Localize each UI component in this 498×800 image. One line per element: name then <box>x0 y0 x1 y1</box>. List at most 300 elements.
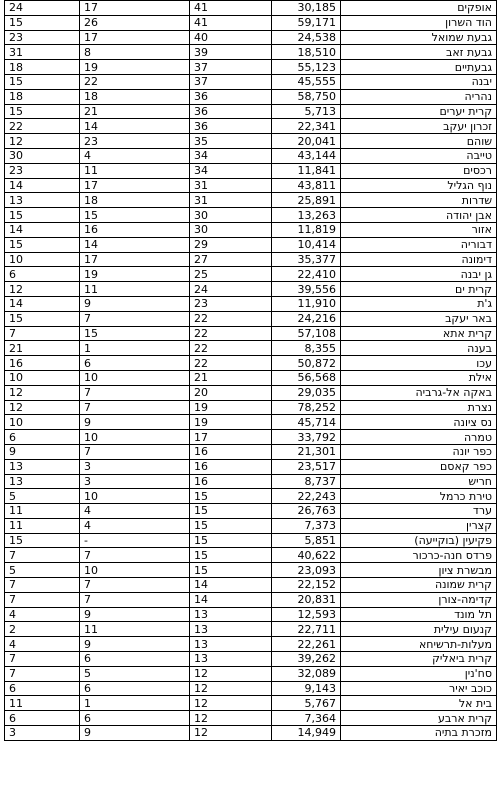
cell-locality-name: אבן יהודה <box>341 208 497 223</box>
cell-locality-name: נוף הגליל <box>341 178 497 193</box>
cell-col-2: 3 <box>80 459 190 474</box>
cell-col-1: 6 <box>5 681 80 696</box>
cell-col-4: 57,108 <box>272 326 341 341</box>
cell-locality-name: קרית ים <box>341 282 497 297</box>
cell-col-3: 16 <box>190 459 272 474</box>
cell-col-1: 12 <box>5 385 80 400</box>
cell-locality-name: יבנה <box>341 74 497 89</box>
table-row <box>5 518 497 533</box>
cell-col-3: 12 <box>190 711 272 726</box>
cell-col-1: 7 <box>5 666 80 681</box>
cell-col-4: 43,811 <box>272 178 341 193</box>
cell-col-1: 12 <box>5 400 80 415</box>
cell-col-2: 17 <box>80 252 190 267</box>
cell-col-4: 22,410 <box>272 267 341 282</box>
table-row <box>5 578 497 593</box>
cell-col-3: 15 <box>190 518 272 533</box>
cell-col-2: 10 <box>80 430 190 445</box>
cell-col-2: 8 <box>80 45 190 60</box>
cell-col-1: 3 <box>5 726 80 741</box>
cell-col-4: 24,538 <box>272 30 341 45</box>
table-row <box>5 74 497 89</box>
cell-locality-name: גבעתיים <box>341 60 497 75</box>
cell-col-2: 6 <box>80 356 190 371</box>
data-table <box>4 0 497 741</box>
cell-col-4: 58,750 <box>272 89 341 104</box>
cell-col-4: 23,517 <box>272 459 341 474</box>
cell-col-1: 31 <box>5 45 80 60</box>
cell-col-4: 22,341 <box>272 119 341 134</box>
cell-col-4: 13,263 <box>272 208 341 223</box>
cell-col-1: 16 <box>5 356 80 371</box>
cell-locality-name: באר יעקב <box>341 311 497 326</box>
cell-col-1: 6 <box>5 711 80 726</box>
cell-col-3: 34 <box>190 148 272 163</box>
cell-locality-name: קרית אתא <box>341 326 497 341</box>
cell-locality-name: קצרין <box>341 518 497 533</box>
table-row <box>5 252 497 267</box>
cell-col-4: 22,243 <box>272 489 341 504</box>
cell-col-2: 23 <box>80 134 190 149</box>
table-row <box>5 15 497 30</box>
cell-col-4: 26,763 <box>272 504 341 519</box>
cell-col-3: 17 <box>190 430 272 445</box>
cell-locality-name: גן יבנה <box>341 267 497 282</box>
table-row <box>5 163 497 178</box>
cell-col-2: 7 <box>80 548 190 563</box>
table-row <box>5 370 497 385</box>
cell-col-4: 56,568 <box>272 370 341 385</box>
cell-col-3: 14 <box>190 592 272 607</box>
cell-locality-name: הוד השרון <box>341 15 497 30</box>
cell-col-3: 39 <box>190 45 272 60</box>
cell-col-2: 7 <box>80 444 190 459</box>
cell-col-4: 18,510 <box>272 45 341 60</box>
cell-col-4: 29,035 <box>272 385 341 400</box>
cell-col-1: 22 <box>5 119 80 134</box>
cell-locality-name: פרדס חנה-כרכור <box>341 548 497 563</box>
cell-locality-name: מעלות-תרשיחא <box>341 637 497 652</box>
cell-col-1: 13 <box>5 474 80 489</box>
cell-col-4: 9,143 <box>272 681 341 696</box>
cell-col-1: 21 <box>5 341 80 356</box>
table-row <box>5 459 497 474</box>
cell-locality-name: נס ציונה <box>341 415 497 430</box>
cell-locality-name: באקה אל-גרביה <box>341 385 497 400</box>
cell-col-3: 15 <box>190 548 272 563</box>
cell-locality-name: קרית שמונה <box>341 578 497 593</box>
table-row <box>5 622 497 637</box>
cell-locality-name: קדימה-צורן <box>341 592 497 607</box>
cell-col-2: 4 <box>80 148 190 163</box>
cell-col-2: 18 <box>80 193 190 208</box>
cell-col-3: 13 <box>190 607 272 622</box>
cell-col-1: 6 <box>5 430 80 445</box>
cell-col-2: 26 <box>80 15 190 30</box>
cell-col-3: 36 <box>190 119 272 134</box>
table-row <box>5 104 497 119</box>
table-row <box>5 267 497 282</box>
cell-locality-name: חריש <box>341 474 497 489</box>
cell-col-4: 14,949 <box>272 726 341 741</box>
cell-col-3: 30 <box>190 222 272 237</box>
cell-col-2: 1 <box>80 341 190 356</box>
cell-col-1: 15 <box>5 208 80 223</box>
cell-col-3: 27 <box>190 252 272 267</box>
table-row <box>5 30 497 45</box>
cell-col-4: 8,355 <box>272 341 341 356</box>
cell-locality-name: אופקים <box>341 1 497 16</box>
cell-col-3: 35 <box>190 134 272 149</box>
cell-col-3: 13 <box>190 637 272 652</box>
cell-locality-name: טייבה <box>341 148 497 163</box>
cell-col-2: 11 <box>80 282 190 297</box>
cell-col-1: 6 <box>5 267 80 282</box>
cell-col-3: 15 <box>190 504 272 519</box>
table-row <box>5 666 497 681</box>
cell-col-2: 9 <box>80 726 190 741</box>
cell-col-3: 41 <box>190 1 272 16</box>
cell-locality-name: קרית ביאליק <box>341 652 497 667</box>
cell-locality-name: נצרת <box>341 400 497 415</box>
cell-col-1: 15 <box>5 237 80 252</box>
cell-col-3: 12 <box>190 681 272 696</box>
cell-locality-name: רכסים <box>341 163 497 178</box>
table-row <box>5 89 497 104</box>
table-row <box>5 222 497 237</box>
cell-col-4: 78,252 <box>272 400 341 415</box>
table-row <box>5 696 497 711</box>
cell-col-2: 9 <box>80 637 190 652</box>
cell-col-4: 32,089 <box>272 666 341 681</box>
cell-col-2: 14 <box>80 119 190 134</box>
cell-col-2: 6 <box>80 681 190 696</box>
cell-col-4: 30,185 <box>272 1 341 16</box>
cell-col-1: 7 <box>5 548 80 563</box>
cell-locality-name: גבעת זאב <box>341 45 497 60</box>
cell-col-2: 6 <box>80 652 190 667</box>
cell-locality-name: סח'נין <box>341 666 497 681</box>
cell-locality-name: כפר יונה <box>341 444 497 459</box>
cell-col-2: 7 <box>80 400 190 415</box>
cell-locality-name: זכרון יעקב <box>341 119 497 134</box>
cell-col-1: 18 <box>5 60 80 75</box>
table-row <box>5 504 497 519</box>
cell-col-1: 10 <box>5 252 80 267</box>
cell-col-3: 22 <box>190 356 272 371</box>
cell-col-1: 15 <box>5 15 80 30</box>
cell-col-4: 40,622 <box>272 548 341 563</box>
cell-locality-name: טירת כרמל <box>341 489 497 504</box>
cell-col-3: 16 <box>190 444 272 459</box>
cell-col-2: 9 <box>80 415 190 430</box>
cell-col-1: 11 <box>5 504 80 519</box>
cell-col-2: 1 <box>80 696 190 711</box>
cell-col-4: 43,144 <box>272 148 341 163</box>
cell-col-3: 12 <box>190 696 272 711</box>
cell-col-1: 9 <box>5 444 80 459</box>
cell-col-1: 13 <box>5 193 80 208</box>
table-row <box>5 474 497 489</box>
table-row <box>5 237 497 252</box>
cell-col-4: 10,414 <box>272 237 341 252</box>
cell-locality-name: פקיעין (בוקייעה) <box>341 533 497 548</box>
cell-col-1: 7 <box>5 592 80 607</box>
cell-col-3: 19 <box>190 400 272 415</box>
table-row <box>5 208 497 223</box>
table-row <box>5 400 497 415</box>
cell-col-1: 14 <box>5 296 80 311</box>
cell-col-2: 18 <box>80 89 190 104</box>
cell-col-1: 15 <box>5 74 80 89</box>
table-row <box>5 45 497 60</box>
cell-col-1: 18 <box>5 89 80 104</box>
cell-locality-name: דימונה <box>341 252 497 267</box>
cell-col-2: 16 <box>80 222 190 237</box>
cell-col-2: 17 <box>80 178 190 193</box>
cell-col-3: 12 <box>190 666 272 681</box>
cell-col-2: 10 <box>80 563 190 578</box>
cell-col-4: 7,364 <box>272 711 341 726</box>
cell-col-2: 19 <box>80 60 190 75</box>
cell-col-4: 45,714 <box>272 415 341 430</box>
cell-locality-name: אזור <box>341 222 497 237</box>
cell-col-2: 7 <box>80 592 190 607</box>
table-row <box>5 341 497 356</box>
cell-locality-name: כוכב יאיר <box>341 681 497 696</box>
cell-col-1: 14 <box>5 178 80 193</box>
cell-col-2: 19 <box>80 267 190 282</box>
cell-col-3: 12 <box>190 726 272 741</box>
table-body <box>5 1 497 741</box>
cell-locality-name: כפר קאסם <box>341 459 497 474</box>
cell-col-1: 23 <box>5 163 80 178</box>
table-row <box>5 326 497 341</box>
cell-col-3: 40 <box>190 30 272 45</box>
cell-col-2: 7 <box>80 578 190 593</box>
table-row <box>5 726 497 741</box>
cell-col-4: 7,373 <box>272 518 341 533</box>
cell-col-3: 22 <box>190 311 272 326</box>
cell-col-4: 23,093 <box>272 563 341 578</box>
table-row <box>5 311 497 326</box>
table-row <box>5 681 497 696</box>
cell-col-4: 21,301 <box>272 444 341 459</box>
cell-col-4: 22,711 <box>272 622 341 637</box>
cell-col-3: 22 <box>190 326 272 341</box>
cell-col-4: 39,556 <box>272 282 341 297</box>
cell-col-1: 7 <box>5 326 80 341</box>
cell-col-2: 4 <box>80 518 190 533</box>
cell-col-2: 9 <box>80 296 190 311</box>
cell-col-2: - <box>80 533 190 548</box>
cell-col-1: 7 <box>5 578 80 593</box>
table-row <box>5 489 497 504</box>
table-row <box>5 711 497 726</box>
cell-col-4: 50,872 <box>272 356 341 371</box>
table-row <box>5 193 497 208</box>
cell-col-2: 17 <box>80 1 190 16</box>
cell-col-4: 11,910 <box>272 296 341 311</box>
cell-col-1: 15 <box>5 311 80 326</box>
cell-col-1: 4 <box>5 607 80 622</box>
cell-col-3: 41 <box>190 15 272 30</box>
cell-col-1: 5 <box>5 489 80 504</box>
cell-col-1: 10 <box>5 370 80 385</box>
cell-col-3: 34 <box>190 163 272 178</box>
table-row <box>5 607 497 622</box>
cell-col-3: 15 <box>190 533 272 548</box>
cell-col-3: 13 <box>190 652 272 667</box>
table-row <box>5 282 497 297</box>
cell-col-2: 14 <box>80 237 190 252</box>
cell-col-4: 5,851 <box>272 533 341 548</box>
cell-col-3: 13 <box>190 622 272 637</box>
cell-col-3: 36 <box>190 104 272 119</box>
cell-col-3: 19 <box>190 415 272 430</box>
cell-col-2: 10 <box>80 489 190 504</box>
cell-locality-name: ערד <box>341 504 497 519</box>
cell-col-4: 22,152 <box>272 578 341 593</box>
cell-col-3: 29 <box>190 237 272 252</box>
cell-locality-name: קנעום עילית <box>341 622 497 637</box>
cell-locality-name: מזכרת בתיה <box>341 726 497 741</box>
cell-col-2: 22 <box>80 74 190 89</box>
cell-col-2: 7 <box>80 311 190 326</box>
cell-col-4: 22,261 <box>272 637 341 652</box>
cell-col-1: 5 <box>5 563 80 578</box>
cell-locality-name: קרית יערים <box>341 104 497 119</box>
cell-col-4: 25,891 <box>272 193 341 208</box>
cell-col-4: 35,377 <box>272 252 341 267</box>
cell-locality-name: קרית ארבע <box>341 711 497 726</box>
cell-col-1: 23 <box>5 30 80 45</box>
cell-col-4: 45,555 <box>272 74 341 89</box>
cell-col-2: 10 <box>80 370 190 385</box>
cell-locality-name: גבעת שמואל <box>341 30 497 45</box>
cell-col-4: 33,792 <box>272 430 341 445</box>
table-row <box>5 415 497 430</box>
cell-col-1: 13 <box>5 459 80 474</box>
cell-locality-name: ג'ת <box>341 296 497 311</box>
cell-col-1: 11 <box>5 518 80 533</box>
cell-locality-name: טמרה <box>341 430 497 445</box>
cell-col-4: 59,171 <box>272 15 341 30</box>
cell-col-2: 17 <box>80 30 190 45</box>
cell-col-2: 7 <box>80 385 190 400</box>
table-row <box>5 60 497 75</box>
cell-col-2: 3 <box>80 474 190 489</box>
cell-col-2: 15 <box>80 208 190 223</box>
table-row <box>5 296 497 311</box>
cell-col-3: 31 <box>190 193 272 208</box>
cell-col-4: 12,593 <box>272 607 341 622</box>
cell-col-1: 2 <box>5 622 80 637</box>
cell-col-3: 37 <box>190 74 272 89</box>
cell-col-3: 22 <box>190 341 272 356</box>
cell-locality-name: שדרות <box>341 193 497 208</box>
cell-col-1: 24 <box>5 1 80 16</box>
cell-locality-name: בענה <box>341 341 497 356</box>
cell-col-4: 24,216 <box>272 311 341 326</box>
cell-locality-name: דבוריה <box>341 237 497 252</box>
cell-col-4: 5,713 <box>272 104 341 119</box>
cell-locality-name: אילת <box>341 370 497 385</box>
cell-col-4: 5,767 <box>272 696 341 711</box>
cell-col-1: 12 <box>5 282 80 297</box>
cell-col-3: 25 <box>190 267 272 282</box>
cell-locality-name: עכו <box>341 356 497 371</box>
table-row <box>5 548 497 563</box>
cell-col-4: 11,841 <box>272 163 341 178</box>
cell-col-2: 9 <box>80 607 190 622</box>
cell-locality-name: נהריה <box>341 89 497 104</box>
table-row <box>5 652 497 667</box>
cell-col-2: 4 <box>80 504 190 519</box>
table-row <box>5 148 497 163</box>
cell-col-3: 24 <box>190 282 272 297</box>
cell-col-1: 10 <box>5 415 80 430</box>
cell-col-3: 16 <box>190 474 272 489</box>
cell-locality-name: בית אל <box>341 696 497 711</box>
cell-col-3: 14 <box>190 578 272 593</box>
cell-col-3: 30 <box>190 208 272 223</box>
cell-col-2: 15 <box>80 326 190 341</box>
table-row <box>5 1 497 16</box>
cell-col-4: 8,737 <box>272 474 341 489</box>
table-row <box>5 637 497 652</box>
cell-col-3: 31 <box>190 178 272 193</box>
cell-col-1: 14 <box>5 222 80 237</box>
cell-col-1: 11 <box>5 696 80 711</box>
cell-col-2: 11 <box>80 163 190 178</box>
cell-col-3: 36 <box>190 89 272 104</box>
cell-col-4: 55,123 <box>272 60 341 75</box>
table-row <box>5 430 497 445</box>
cell-col-3: 21 <box>190 370 272 385</box>
cell-col-2: 6 <box>80 711 190 726</box>
cell-col-3: 37 <box>190 60 272 75</box>
cell-col-3: 15 <box>190 563 272 578</box>
cell-col-4: 11,819 <box>272 222 341 237</box>
cell-locality-name: תל מונד <box>341 607 497 622</box>
cell-col-4: 39,262 <box>272 652 341 667</box>
cell-col-3: 23 <box>190 296 272 311</box>
table-row <box>5 119 497 134</box>
table-row <box>5 444 497 459</box>
cell-locality-name: מבשרת ציון <box>341 563 497 578</box>
table-row <box>5 385 497 400</box>
table-row <box>5 592 497 607</box>
table-row <box>5 356 497 371</box>
cell-col-1: 12 <box>5 134 80 149</box>
cell-col-3: 20 <box>190 385 272 400</box>
cell-col-1: 30 <box>5 148 80 163</box>
cell-col-4: 20,041 <box>272 134 341 149</box>
cell-col-2: 21 <box>80 104 190 119</box>
cell-col-1: 4 <box>5 637 80 652</box>
cell-locality-name: שוהם <box>341 134 497 149</box>
cell-col-3: 15 <box>190 489 272 504</box>
cell-col-2: 11 <box>80 622 190 637</box>
cell-col-2: 5 <box>80 666 190 681</box>
cell-col-1: 15 <box>5 104 80 119</box>
cell-col-1: 7 <box>5 652 80 667</box>
table-row <box>5 563 497 578</box>
table-row <box>5 533 497 548</box>
table-row <box>5 134 497 149</box>
cell-col-1: 15 <box>5 533 80 548</box>
